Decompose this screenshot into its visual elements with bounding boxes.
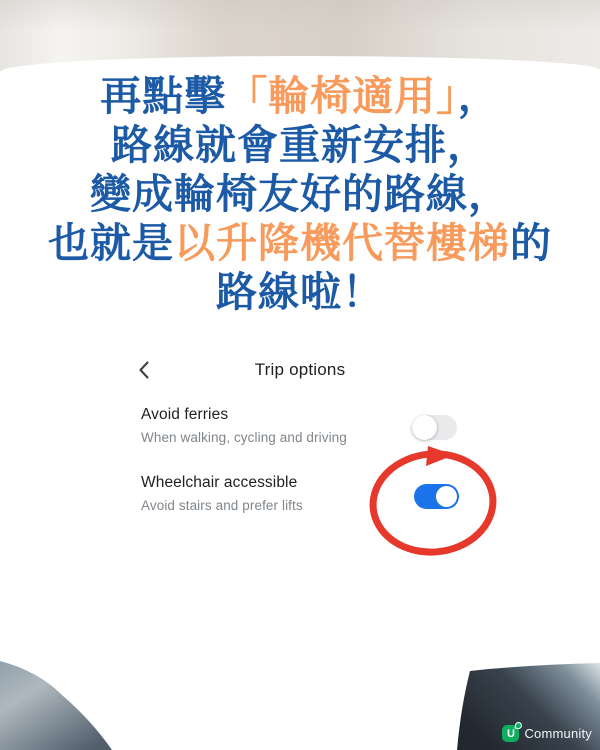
option-description: When walking, cycling and driving — [141, 430, 347, 445]
headline-segment: ， — [457, 73, 500, 119]
option-label: Wheelchair accessible — [141, 474, 298, 491]
headline-line-2 — [0, 121, 600, 170]
page-title: Trip options — [254, 360, 346, 379]
headline-segment: 再點擊 — [100, 73, 227, 119]
headline-segment: 路線就會重新安排， — [111, 122, 489, 168]
logo-text: Community — [524, 726, 592, 741]
headline-segment: 的 — [510, 220, 552, 266]
option-label: Avoid ferries — [141, 406, 229, 423]
headline-segment: 變成輪椅友好的路線， — [90, 171, 510, 217]
toggle-knob — [436, 486, 457, 507]
headline-line-1 — [0, 72, 600, 121]
toggle-knob — [412, 415, 437, 440]
headline-segment: 也就是 — [48, 220, 174, 266]
headline-line-5 — [0, 268, 600, 317]
option-description: Avoid stairs and prefer lifts — [141, 498, 303, 513]
background-photo-bottom-left — [0, 658, 130, 750]
headline-line-3 — [0, 170, 600, 219]
headline — [0, 72, 600, 317]
avoid-ferries-toggle[interactable] — [412, 415, 457, 440]
headline-segment-highlight: 「輪椅適用」 — [226, 73, 458, 119]
u-badge-icon: U — [502, 725, 519, 742]
headline-line-4 — [0, 219, 600, 268]
headline-segment: 路線啦！ — [216, 269, 384, 315]
community-logo — [502, 725, 592, 742]
trip-options-header — [0, 356, 600, 386]
wheelchair-accessible-toggle[interactable] — [414, 484, 459, 509]
option-row-wheelchair-accessible[interactable] — [141, 474, 461, 513]
headline-segment-highlight: 以升降機代替樓梯 — [174, 220, 510, 266]
